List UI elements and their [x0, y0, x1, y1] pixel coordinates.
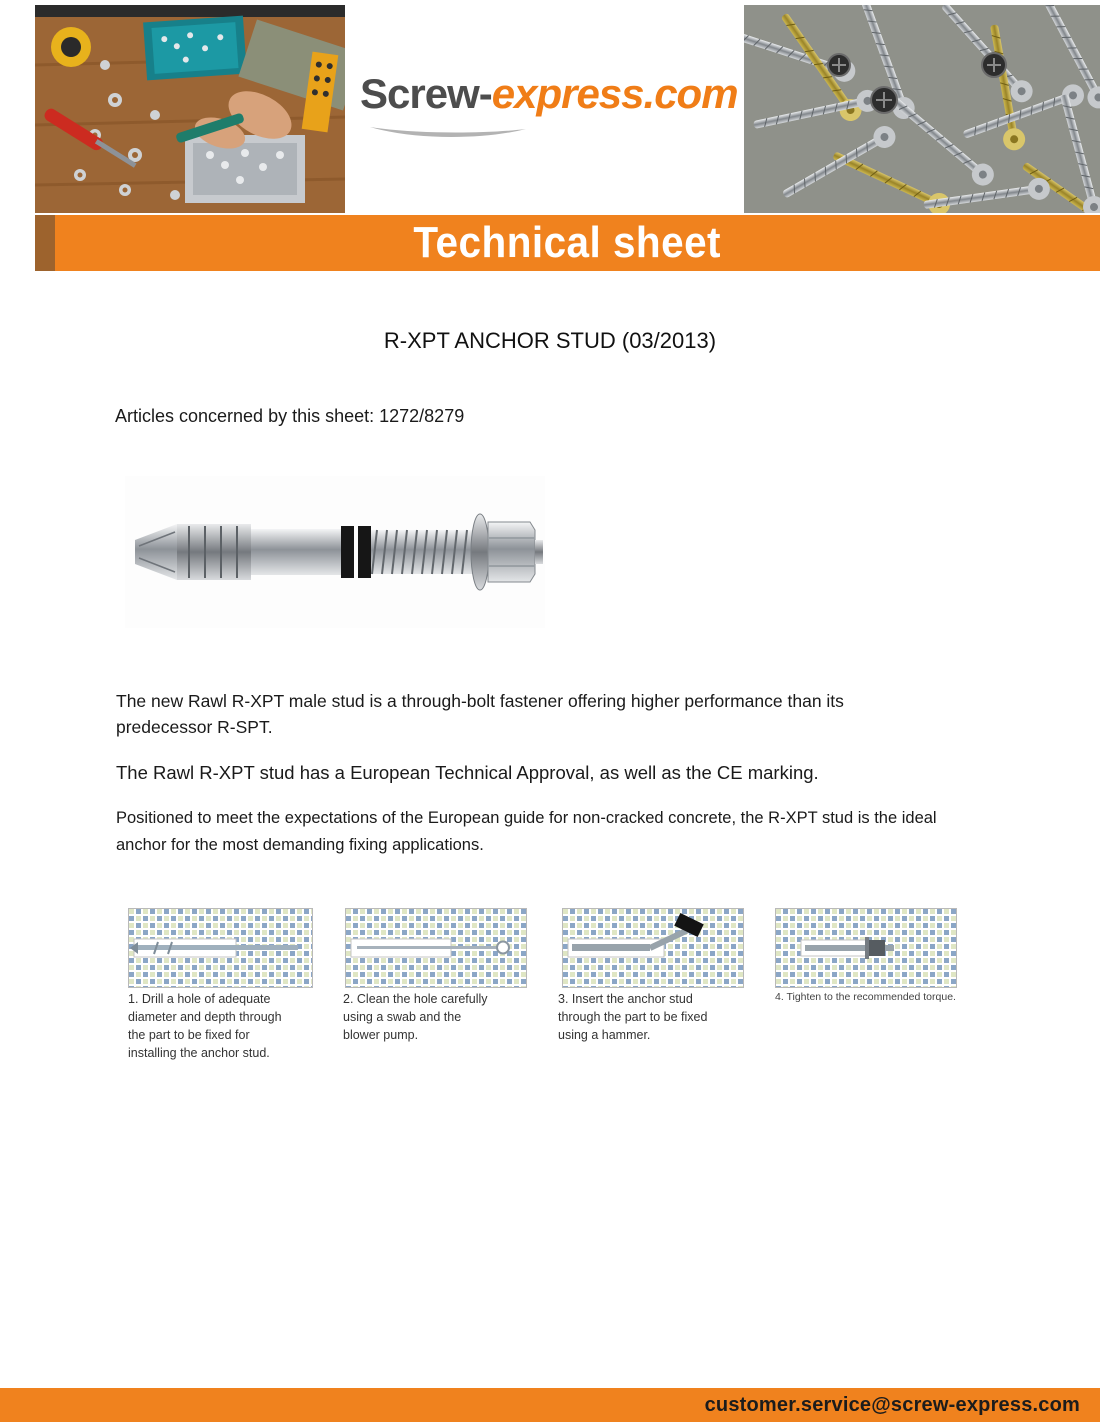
step-1-caption: 1. Drill a hole of adequate diameter and depth through the part to be fixed for installing the anchor stud.	[128, 992, 282, 1061]
anchor-stud-product-image	[125, 476, 545, 628]
technical-sheet-banner	[35, 215, 1100, 271]
step-3-diagram	[562, 908, 744, 988]
logo-prefix: Screw-	[360, 70, 492, 117]
page-title: R-XPT ANCHOR STUD (03/2013)	[383, 328, 717, 353]
step-4-diagram	[775, 908, 957, 988]
customer-service-email[interactable]: customer.service@screw-express.com	[704, 1393, 1080, 1416]
step-3-caption: 3. Insert the anchor stud through the part to be fixed using a hammer.	[558, 992, 708, 1043]
paragraph-approval: The Rawl R-XPT stud has a European Technical Approval, as well as the CE marking.	[116, 761, 819, 783]
step-4-caption: 4. Tighten to the recommended torque.	[775, 991, 956, 1003]
articles-concerned-line: Articles concerned by this sheet: 1272/8279	[115, 406, 465, 426]
logo-swoosh	[368, 124, 528, 140]
workbench-photo-art	[35, 5, 345, 213]
anchor-stud-art	[125, 476, 545, 628]
paragraph-intro: The new Rawl R-XPT male stud is a through-bolt fastener offering higher performance than its predecessor R-SPT.	[116, 690, 844, 737]
screws-pile-art	[744, 5, 1100, 213]
paragraph-positioning: Positioned to meet the expectations of the European guide for non-cracked concrete, the R-XPT stud is the ideal anchor for the most demanding fixing applications.	[116, 808, 937, 854]
logo	[360, 70, 740, 140]
logo-suffix: express.com	[491, 70, 738, 117]
footer-bar	[0, 1388, 1100, 1422]
banner-left-shade	[35, 215, 55, 271]
screws-pile-photo	[744, 5, 1100, 213]
banner-title: Technical sheet	[413, 218, 722, 267]
step-2-caption: 2. Clean the hole carefully using a swab and the blower pump.	[343, 992, 488, 1043]
step-1-diagram	[128, 908, 313, 988]
step-2-diagram	[345, 908, 527, 988]
workbench-photo	[35, 5, 345, 213]
logo-text	[360, 70, 740, 118]
